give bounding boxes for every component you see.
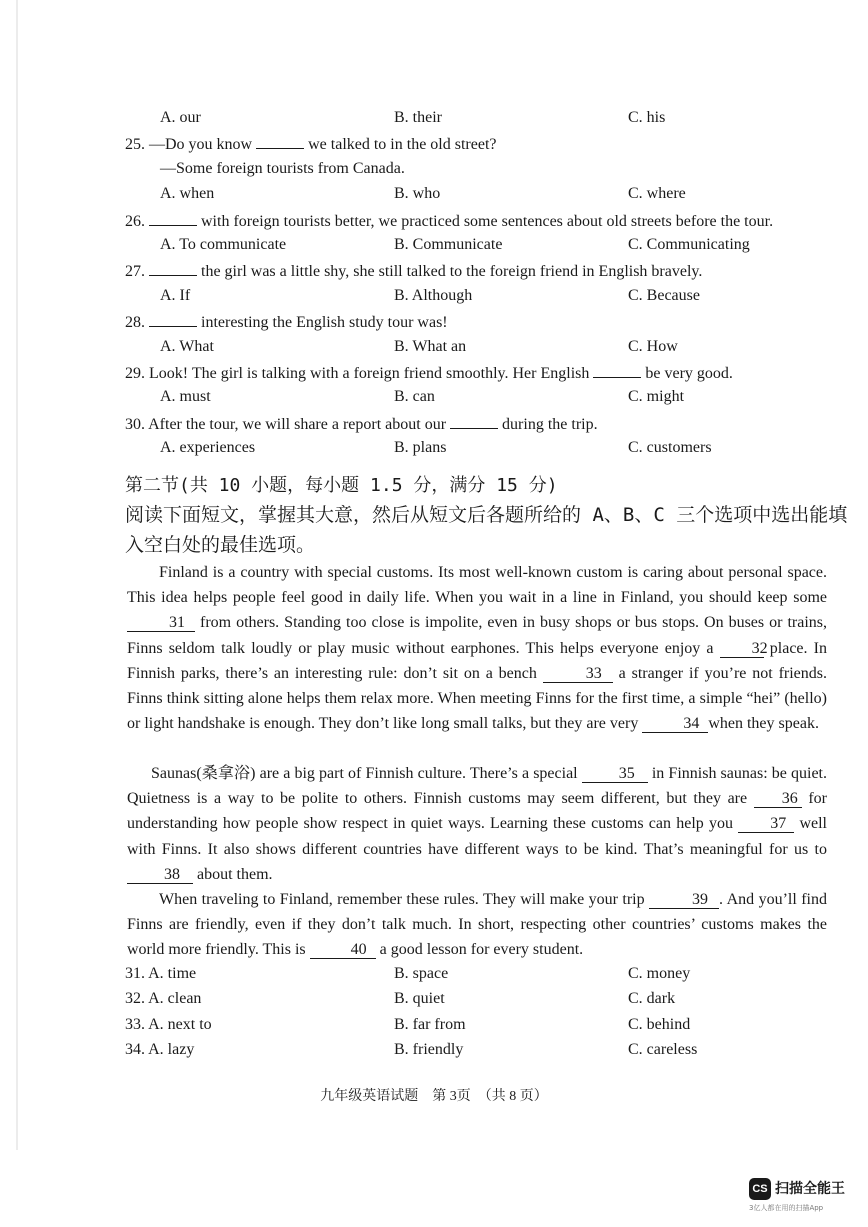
q25-reply: —Some foreign tourists from Canada. [160,160,405,177]
q25-stem [125,133,497,155]
p1-text: when they speak. [708,715,819,733]
blank-39: 39 [649,891,719,909]
q25-option-c: C. where [628,185,686,202]
p2-text: Saunas(桑拿浴) are a big part of Finnish culture. There’s a special [151,765,582,782]
q25-blank [256,133,304,149]
blank-34: 34 [642,715,708,733]
q29-option-a: A. must [160,388,211,405]
blank-33: 33 [543,665,613,683]
scan-edge-shadow [16,0,18,1150]
q30-option-a: A. experiences [160,439,256,456]
p1-text: place. In Finnish parks, there’s an interesting rule: don’t sit on a bench [127,639,827,682]
blank-40: 40 [310,941,376,959]
q26-stem-pre: 26. [125,213,145,230]
q26-option-a: A. To communicate [160,236,287,253]
p2-text: in Finnish saunas: be quiet. Quietness is a way to be polite to others. Finnish customs may seem different, but they are [127,765,827,808]
q29-option-b: B. can [394,388,435,405]
section-2-instruction-line-1: 阅读下面短文，掌握其大意，然后从短文后各题所给的 A、B、C 三个选项中选出能填 [125,504,848,526]
p1-text: from others. Standing too close is impolite, even in busy shops or bus stops. On buses or trains, Finns seldom talk loudly or play music without earphones. This helps everyone enjoy a [127,614,827,657]
q30-stem-post: during the trip. [502,416,598,433]
q31-option-b: B. space [394,965,449,982]
watermark-tagline: 3亿人都在用的扫描App [749,1204,824,1212]
q32-option-a: 32. A. clean [125,990,202,1007]
q34-option-a: 34. A. lazy [125,1041,195,1058]
q30-option-b: B. plans [394,439,447,456]
passage-paragraph-2 [127,761,827,887]
q33-option-a: 33. A. next to [125,1016,212,1033]
page-footer: 九年级英语试题 第 3页 （共 8 页） [320,1089,548,1104]
q29-stem [125,362,733,384]
q30-blank [450,413,498,429]
q27-stem [125,260,702,282]
q26-stem [125,210,773,232]
q28-stem [125,311,448,333]
q33-option-c: C. behind [628,1016,691,1033]
q29-option-c: C. might [628,388,685,405]
p3-text: a good lesson for every student. [375,941,584,959]
blank-32: 32 [720,640,764,658]
watermark-app-name: 扫描全能王 [775,1181,845,1197]
section-2-instruction-line-2: 入空白处的最佳选项。 [125,534,316,556]
q27-stem-post: the girl was a little shy, she still talked to the foreign friend in English bravely. [201,263,703,280]
q25-stem-post: we talked to in the old street? [308,136,497,153]
q26-option-c: C. Communicating [628,236,750,253]
q28-option-a: A. What [160,338,214,355]
q32-option-c: C. dark [628,990,676,1007]
p1-text: a stranger if you’re not friends. Finns think sitting alone helps them relax more. When meeting Finns for the first time, a simple “hei” (hello) or light handshake is enough. They don’t like long small talks, but they are very [127,664,828,733]
q31-option-a: 31. A. time [125,965,197,982]
q24-option-a: A. our [160,109,201,126]
q30-option-c: C. customers [628,439,712,456]
q27-blank [149,260,197,276]
q24-option-b: B. their [394,109,442,126]
q27-option-b: B. Although [394,287,473,304]
q27-stem-pre: 27. [125,263,145,280]
q28-stem-pre: 28. [125,314,145,331]
q28-option-b: B. What an [394,338,467,355]
passage-paragraph-3 [127,887,827,963]
q24-option-c: C. his [628,109,666,126]
blank-36: 36 [754,790,802,808]
blank-35: 35 [582,765,648,783]
q30-stem-pre: 30. After the tour, we will share a report about our [125,416,447,433]
q26-blank [149,210,197,226]
q34-option-b: B. friendly [394,1041,464,1058]
q29-blank [593,362,641,378]
p2-text: well with Finns. It also shows different countries have different ways to be kind. That’s meaningful for us to [127,815,828,858]
blank-38: 38 [127,866,193,884]
q26-option-b: B. Communicate [394,236,503,253]
p2-text: for understanding how people show respect in quiet ways. Learning these customs can help you [127,790,828,833]
q25-option-a: A. when [160,185,215,202]
q34-option-c: C. careless [628,1041,698,1058]
blank-37: 37 [738,815,794,833]
q33-option-b: B. far from [394,1016,466,1033]
blank-31: 31 [127,614,195,632]
q25-stem-pre: 25. —Do you know [125,136,253,153]
q28-stem-post: interesting the English study tour was! [201,314,448,331]
q30-stem [125,413,598,435]
q32-option-b: B. quiet [394,990,445,1007]
section-2-title: 第二节(共 10 小题，每小题 1.5 分，满分 15 分) [125,475,558,496]
p1-text: Finland is a country with special customs. Its most well-known custom is caring about personal space. This idea helps people feel good in daily life. When you wait in a line in Finland, you should keep some [127,564,827,607]
p3-text: When traveling to Finland, remember these rules. They will make your trip [159,891,650,908]
q28-blank [149,311,197,327]
scanner-watermark [749,1176,859,1214]
p3-text: . And you’ll find Finns are friendly, even if they don’t talk much. In short, respecting other countries’ customs makes the world more friendly. This is [127,891,827,959]
q26-stem-post: with foreign tourists better, we practiced some sentences about old streets before the tour. [201,213,774,230]
q29-stem-post: be very good. [645,365,733,382]
q28-option-c: C. How [628,338,678,355]
q27-option-a: A. If [160,287,191,304]
q27-option-c: C. Because [628,287,700,304]
q25-option-b: B. who [394,185,441,202]
passage-paragraph-1 [127,560,827,736]
p2-text: about them. [193,865,273,883]
camscanner-logo-icon: CS [749,1178,771,1200]
q29-stem-pre: 29. Look! The girl is talking with a foreign friend smoothly. Her English [125,365,590,382]
q31-option-c: C. money [628,965,691,982]
